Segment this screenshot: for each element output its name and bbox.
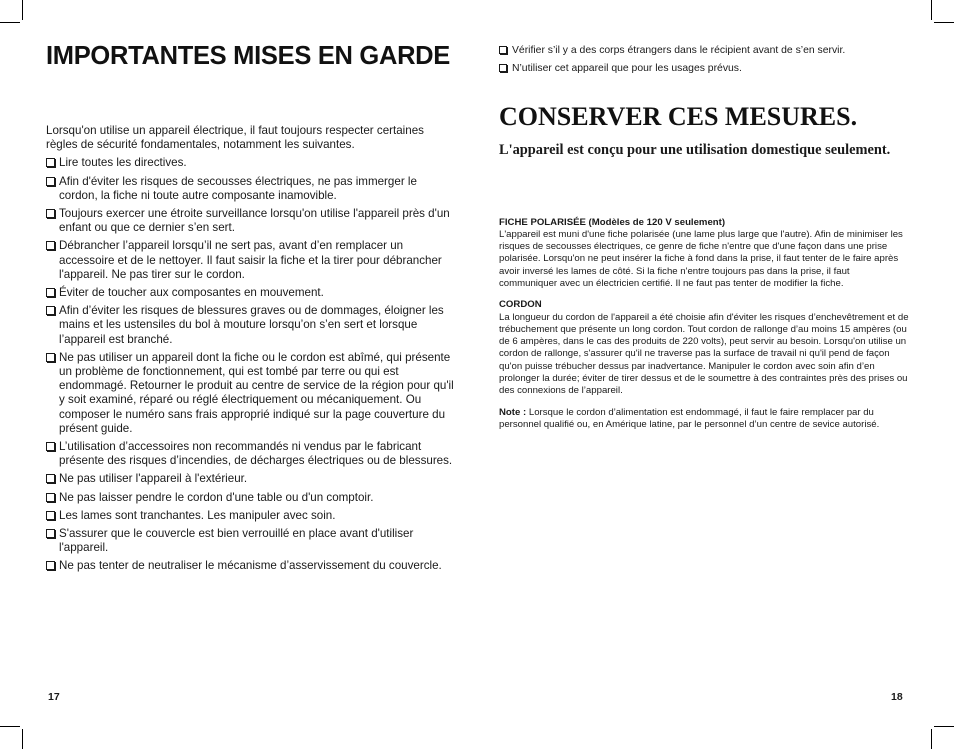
checkbox-bullet-icon (46, 177, 55, 186)
right-page (499, 44, 909, 431)
section-body: L'appareil est muni d'une fiche polarisée (une lame plus large que l'autre). Afin de minimiser les risques de secousses électriques, ce genre de fiche n'entre que d'une façon dans une prise polarisée. Lorsqu'on ne peut insérer la fiche à fond dans la prise, il faut tenter de le faire après avoir inversé les lames de côté. Si la fiche n'entre toujours pas dans la prise, il faut communiquer avec un électricien certifié. Il ne faut pas tenter de modifier la fiche. (499, 228, 903, 289)
list-item: Vérifier s’il y a des corps étrangers dans le récipient avant de s’en servir. (499, 44, 909, 57)
list-item: Afin d'éviter les risques de secousses électriques, ne pas immerger le cordon, la fiche ni toute autre composante inamovible. (46, 175, 458, 203)
subtitle: L'appareil est conçu pour une utilisation domestique seulement. (499, 142, 891, 158)
safety-list (46, 156, 458, 573)
section-title: CONSERVER CES MESURES. (499, 102, 858, 131)
checkbox-bullet-icon (46, 158, 55, 167)
checkbox-bullet-icon (46, 288, 55, 297)
list-item: N’utiliser cet appareil que pour les usages prévus. (499, 62, 909, 75)
checkbox-bullet-icon (46, 353, 55, 362)
note-label: Note : (499, 406, 527, 418)
cord-section (499, 299, 909, 397)
checkbox-bullet-icon (46, 529, 55, 538)
note-text: Lorsque le cordon d’alimentation est endommagé, il faut le faire remplacer par du personnel qualifié ou, en Amérique latine, par le personnel d’un centre de sevice autorisé. (499, 406, 880, 430)
list-item: Ne pas tenter de neutraliser le mécanisme d’asservissement du couvercle. (46, 559, 458, 573)
checkbox-bullet-icon (46, 209, 55, 218)
checkbox-bullet-icon (46, 493, 55, 502)
checkbox-bullet-icon (46, 561, 55, 570)
list-item: Toujours exercer une étroite surveillance lorsqu'on utilise l'appareil près d'un enfant ou que ce dernier s’en sert. (46, 207, 458, 235)
crop-mark (22, 0, 23, 20)
crop-mark (931, 0, 932, 20)
crop-mark (931, 729, 932, 749)
crop-mark (0, 726, 20, 727)
checkbox-bullet-icon (46, 474, 55, 483)
crop-mark (22, 729, 23, 749)
page-number-right: 18 (891, 691, 903, 703)
list-item: Éviter de toucher aux composantes en mouvement. (46, 286, 458, 300)
left-page (46, 42, 458, 578)
crop-mark (934, 22, 954, 23)
list-item: Ne pas utiliser l'appareil à l'extérieur. (46, 472, 458, 486)
crop-mark (934, 726, 954, 727)
checkbox-bullet-icon (499, 46, 507, 54)
list-item: Lire toutes les directives. (46, 156, 458, 170)
note-paragraph (499, 407, 909, 432)
checkbox-bullet-icon (499, 64, 507, 72)
crop-mark (0, 22, 20, 23)
list-item: Ne pas utiliser un appareil dont la fiche ou le cordon est abîmé, qui présente un problème de fonctionnement, qui est tombé par terre ou qui est endommagé. Retourner le produit au centre de service de la région pour qu'il y soit examiné, réparé ou réglé électriquement ou mécaniquement. Ou composer le numéro sans frais approprié indiqué sur la page couverture du présent guide. (46, 351, 458, 436)
list-item: Afin d’éviter les risques de blessures graves ou de dommages, éloigner les mains et les ustensiles du bol à mouture lorsqu’on s’en sert et lorsque l’appareil est branché. (46, 304, 458, 347)
list-item: Ne pas laisser pendre le cordon d'une table ou d'un comptoir. (46, 491, 458, 505)
checkbox-bullet-icon (46, 306, 55, 315)
section-heading: FICHE POLARISÉE (Modèles de 120 V seulement) (499, 216, 726, 228)
list-item: S'assurer que le couvercle est bien verrouillé en place avant d'utiliser l'appareil. (46, 527, 458, 555)
polarized-plug-section (499, 217, 909, 291)
page-title: IMPORTANTES MISES EN GARDE (46, 42, 451, 70)
section-heading: CORDON (499, 299, 542, 311)
checkbox-bullet-icon (46, 241, 55, 250)
checkbox-bullet-icon (46, 442, 55, 451)
section-body: La longueur du cordon de l'appareil a été choisie afin d'éviter les risques d’enchevêtrement et de trébuchement que présente un long cordon. Tout cordon de rallonge d’au moins 15 ampères (ou de 6 ampères, dans le cas des produits de 220 volts), peut servir au besoin. Lorsqu'on utilise un cordon de rallonge, s'assurer qu'il ne traverse pas la surface de travail ni qu'il pend de façon qu'on puisse trébucher dessus par inadvertance. Manipuler le cordon avec soin afin d’en prolonger la durée; éviter de tirer dessus et de le soumettre à des contraintes près des prises ou des connexions de l’appareil. (499, 311, 909, 397)
safety-list-continued (499, 44, 909, 75)
intro-paragraph: Lorsqu'on utilise un appareil électrique, il faut toujours respecter certaines règles de sécurité fondamentales, notamment les suivantes. (46, 124, 424, 152)
list-item: Débrancher l’appareil lorsqu’il ne sert pas, avant d’en remplacer un accessoire et de le nettoyer. Il faut saisir la fiche et la tirer pour débrancher l'appareil. Ne pas tirer sur le cordon. (46, 239, 458, 282)
page-number-left: 17 (48, 691, 60, 703)
list-item: Les lames sont tranchantes. Les manipuler avec soin. (46, 509, 458, 523)
checkbox-bullet-icon (46, 511, 55, 520)
list-item: L’utilisation d’accessoires non recommandés ni vendus par le fabricant présente des risques d’incendies, de décharges électriques ou de blessures. (46, 440, 458, 468)
